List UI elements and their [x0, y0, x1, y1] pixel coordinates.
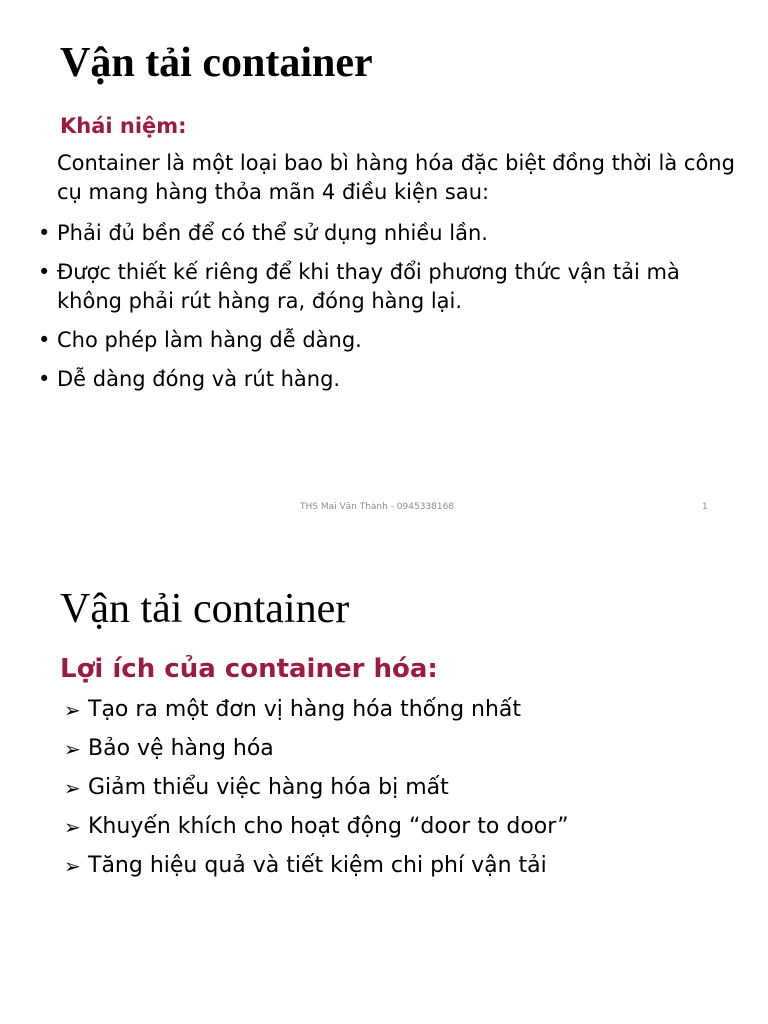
footer-author: THS Mai Văn Thành - 0945338168 — [300, 502, 455, 512]
list-item-text: Cho phép làm hàng dễ dàng. — [57, 328, 362, 352]
benefits-heading: Lợi ích của container hóa: — [60, 654, 438, 684]
list-item-text: Khuyến khích cho hoạt động “door to door” — [88, 814, 569, 839]
arrow-bullet-icon: ➢ — [64, 854, 81, 878]
list-item-text: Tăng hiệu quả và tiết kiệm chi phí vận tải — [88, 853, 547, 878]
bullet-icon: • — [38, 328, 51, 352]
list-item — [0, 812, 740, 842]
list-item-text: Bảo vệ hàng hóa — [88, 736, 274, 761]
list-item — [0, 258, 748, 316]
list-item-text: Được thiết kế riêng để khi thay đổi phương thức vận tải mà không phải rút hàng ra, đóng hàng lại. — [57, 260, 680, 313]
list-item — [0, 851, 740, 881]
list-item-text: Giảm thiểu việc hàng hóa bị mất — [88, 775, 449, 800]
arrow-bullet-icon: ➢ — [64, 776, 81, 800]
slide-title: Vận tải container — [60, 586, 350, 632]
list-item — [0, 365, 748, 394]
list-item — [0, 734, 740, 764]
list-item-text: Phải đủ bền để có thể sử dụng nhiều lần. — [57, 221, 488, 245]
benefits-list — [0, 695, 740, 890]
list-item-text: Tạo ra một đơn vị hàng hóa thống nhất — [88, 697, 522, 722]
arrow-bullet-icon: ➢ — [64, 737, 81, 761]
list-item — [0, 219, 748, 248]
page-number: 1 — [702, 502, 708, 512]
slide-title: Vận tải container — [60, 40, 373, 86]
bullet-icon: • — [38, 260, 51, 284]
bullet-icon: • — [38, 221, 51, 245]
list-item-text: Dễ dàng đóng và rút hàng. — [57, 367, 341, 391]
arrow-bullet-icon: ➢ — [64, 698, 81, 722]
conditions-list — [0, 219, 748, 404]
bullet-icon: • — [38, 367, 51, 391]
list-item — [0, 326, 748, 355]
arrow-bullet-icon: ➢ — [64, 815, 81, 839]
concept-intro: Container là một loại bao bì hàng hóa đặc biệt đồng thời là công cụ mang hàng thỏa mãn 4 điều kiện sau: — [57, 151, 735, 204]
list-item — [0, 695, 740, 725]
slide-2 — [0, 512, 768, 1024]
list-item — [0, 773, 740, 803]
concept-heading: Khái niệm: — [60, 114, 187, 138]
